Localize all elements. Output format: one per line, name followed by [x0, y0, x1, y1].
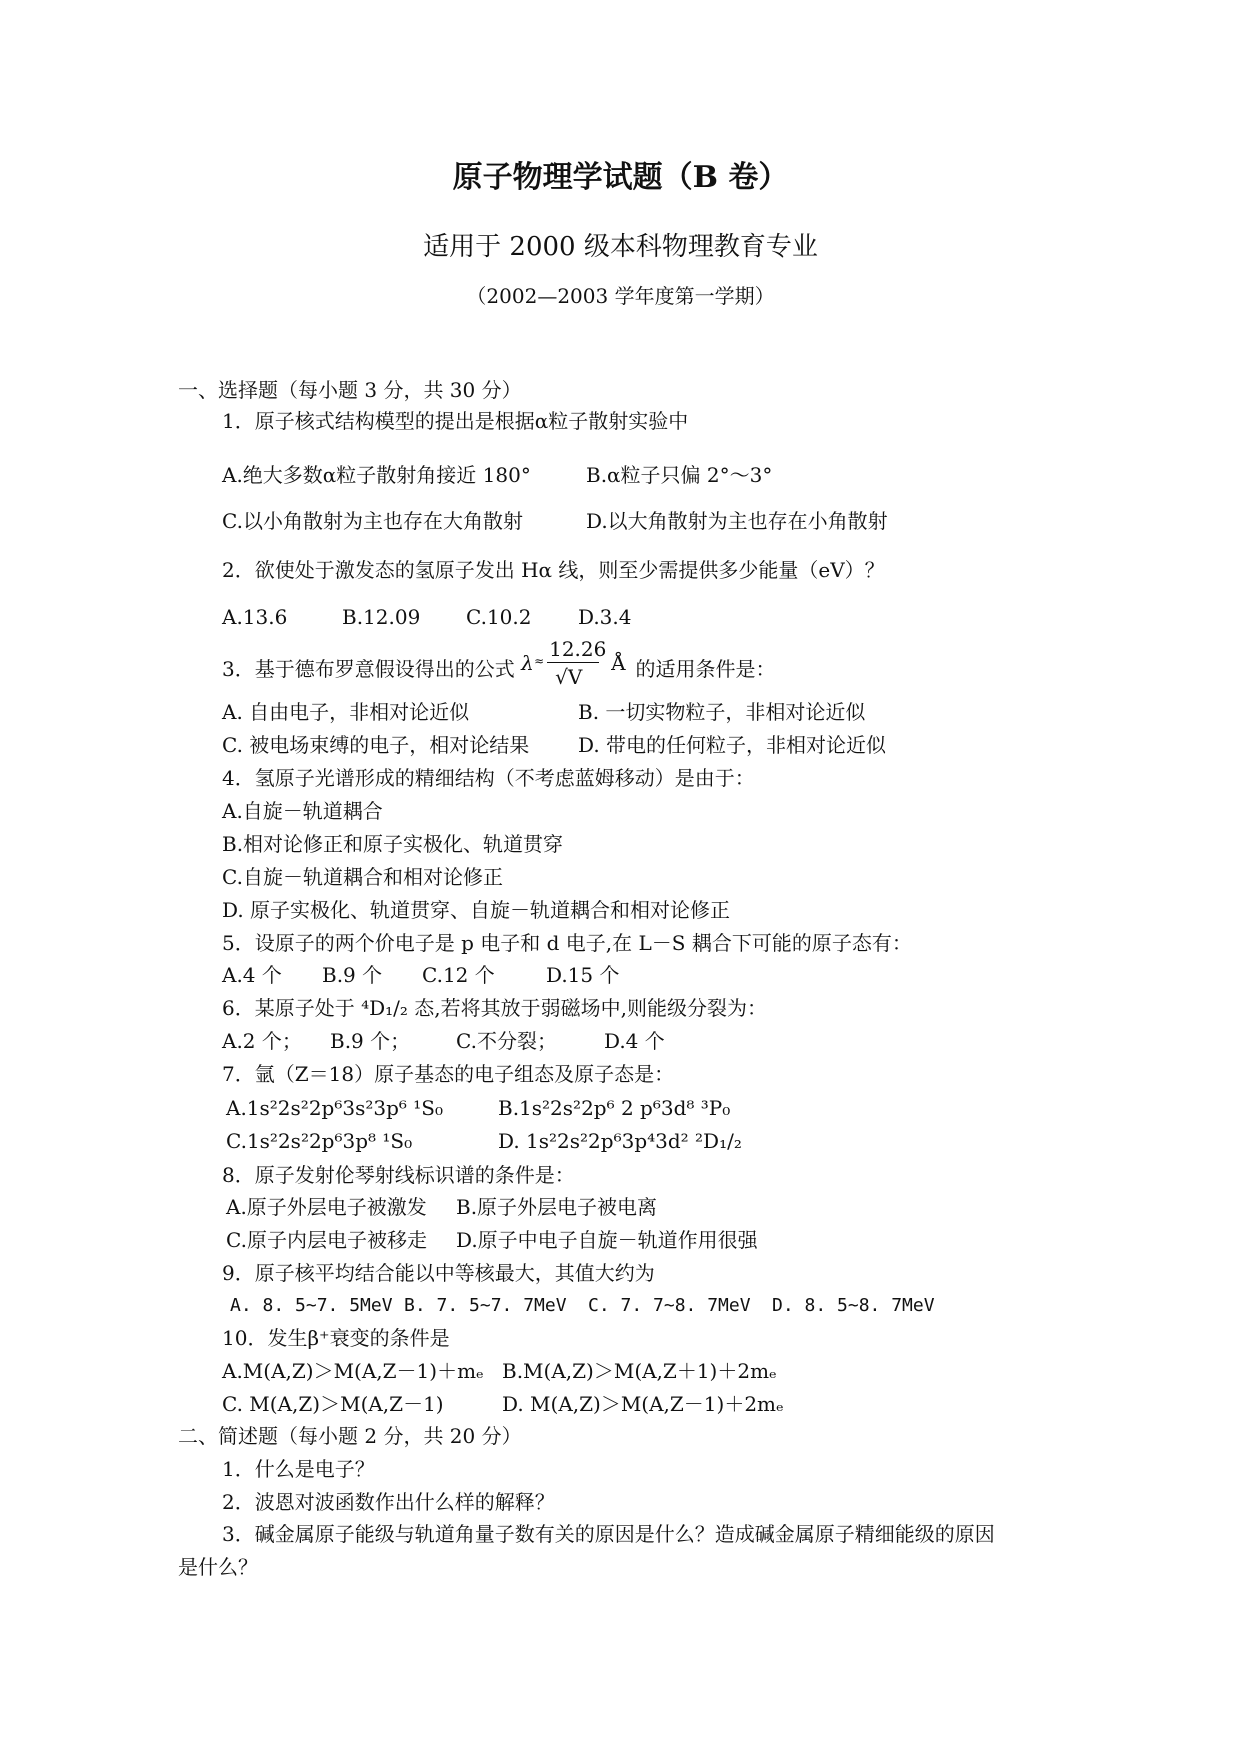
option-b: B.相对论修正和原子实极化、轨道贯穿 — [222, 832, 564, 856]
option-a: A.2 个； — [222, 1029, 302, 1053]
option-c: C.不分裂； — [456, 1029, 557, 1053]
option-a: A.自旋－轨道耦合 — [222, 799, 383, 823]
option-a: A.原子外层电子被激发 — [226, 1195, 427, 1219]
question-stem: 6．某原子处于 ⁴D₁/₂ 态,若将其放于弱磁场中,则能级分裂为： — [222, 996, 767, 1020]
option-a: A.4 个 — [222, 963, 282, 987]
question-stem: 1．原子核式结构模型的提出是根据α粒子散射实验中 — [222, 409, 689, 433]
option-b: B. 7. 5~7. 7MeV — [404, 1295, 567, 1316]
option-c: C.自旋－轨道耦合和相对论修正 — [222, 865, 503, 889]
option-d: D. 1s²2s²2p⁶3p⁴3d² ²D₁/₂ — [498, 1129, 742, 1153]
option-b: B.α粒子只偏 2°～3° — [586, 463, 773, 487]
question-stem: 10．发生β⁺衰变的条件是 — [222, 1326, 450, 1350]
option-a: A. 8. 5~7. 5MeV — [230, 1295, 393, 1316]
question-stem-pre: 3．基于德布罗意假设得出的公式 — [222, 657, 515, 681]
fraction-bar — [547, 662, 599, 663]
formula-unit: Å — [611, 651, 626, 675]
option-d: D. 原子实极化、轨道贯穿、自旋－轨道耦合和相对论修正 — [222, 898, 731, 922]
page-title: 原子物理学试题（B 卷） — [452, 160, 789, 195]
option-c: C.以小角散射为主也存在大角散射 — [222, 509, 523, 533]
option-a: A.13.6 — [222, 605, 288, 629]
option-a: A.1s²2s²2p⁶3s²3p⁶ ¹S₀ — [226, 1096, 444, 1120]
option-d: D.4 个 — [604, 1029, 665, 1053]
option-b: B.9 个； — [330, 1029, 411, 1053]
option-d: D.15 个 — [546, 963, 620, 987]
short-question: 2．波恩对波函数作出什么样的解释？ — [222, 1490, 555, 1514]
question-stem-post: 的适用条件是： — [635, 657, 776, 681]
short-question: 1．什么是电子？ — [222, 1457, 375, 1481]
option-c: C. 被电场束缚的电子，相对论结果 — [222, 733, 530, 757]
option-b: B.1s²2s²2p⁶ 2 p⁶3d⁸ ³P₀ — [498, 1096, 731, 1120]
formula-denominator: √V — [555, 665, 583, 689]
option-c: C.原子内层电子被移走 — [226, 1228, 427, 1252]
short-question: 3．碱金属原子能级与轨道角量子数有关的原因是什么？造成碱金属原子精细能级的原因 — [222, 1522, 995, 1546]
section-heading-short-answer: 二、简述题（每小题 2 分，共 20 分） — [178, 1424, 522, 1448]
formula-numerator: 12.26 — [549, 637, 607, 661]
option-d: D. 8. 5~8. 7MeV — [772, 1295, 935, 1316]
option-d: D.以大角散射为主也存在小角散射 — [586, 509, 888, 533]
question-stem: 2．欲使处于激发态的氢原子发出 Hα 线，则至少需提供多少能量（eV）？ — [222, 558, 885, 582]
question-stem: 5．设原子的两个价电子是 p 电子和 d 电子,在 L－S 耦合下可能的原子态有： — [222, 931, 912, 955]
option-d: D. 带电的任何粒子，非相对论近似 — [578, 733, 887, 757]
option-c: C. M(A,Z)＞M(A,Z－1) — [222, 1392, 444, 1416]
option-b: B. 一切实物粒子，非相对论近似 — [578, 700, 866, 724]
de-broglie-formula — [521, 637, 629, 689]
option-a: A.绝大多数α粒子散射角接近 180° — [222, 463, 531, 487]
formula-lambda: λ — [521, 651, 534, 675]
option-b: B.12.09 — [342, 605, 421, 629]
question-stem — [222, 637, 776, 689]
option-a: A. 自由电子，非相对论近似 — [222, 700, 470, 724]
option-c: C.10.2 — [466, 605, 532, 629]
option-d: D. M(A,Z)＞M(A,Z－1)＋2mₑ — [502, 1392, 784, 1416]
option-c: C.12 个 — [422, 963, 495, 987]
option-c: C. 7. 7~8. 7MeV — [588, 1295, 751, 1316]
term-line: （2002—2003 学年度第一学期） — [466, 284, 775, 308]
option-c: C.1s²2s²2p⁶3p⁸ ¹S₀ — [226, 1129, 413, 1153]
option-b: B.9 个 — [322, 963, 383, 987]
section-heading-choice: 一、选择题（每小题 3 分，共 30 分） — [178, 378, 522, 402]
option-a: A.M(A,Z)＞M(A,Z－1)＋mₑ — [222, 1359, 484, 1383]
option-b: B.原子外层电子被电离 — [456, 1195, 658, 1219]
formula-approx: ≈ — [534, 654, 545, 668]
option-d: D.3.4 — [578, 605, 632, 629]
page-subtitle: 适用于 2000 级本科物理教育专业 — [423, 232, 818, 262]
question-stem: 9．原子核平均结合能以中等核最大，其值大约为 — [222, 1261, 655, 1285]
question-stem: 4．氢原子光谱形成的精细结构（不考虑蓝姆移动）是由于： — [222, 766, 755, 790]
option-b: B.M(A,Z)＞M(A,Z＋1)＋2mₑ — [502, 1359, 777, 1383]
question-stem: 7．氩（Z＝18）原子基态的电子组态及原子态是： — [222, 1062, 675, 1086]
short-question-continuation: 是什么？ — [178, 1555, 258, 1579]
option-d: D.原子中电子自旋－轨道作用很强 — [456, 1228, 758, 1252]
question-stem: 8．原子发射伦琴射线标识谱的条件是： — [222, 1163, 575, 1187]
